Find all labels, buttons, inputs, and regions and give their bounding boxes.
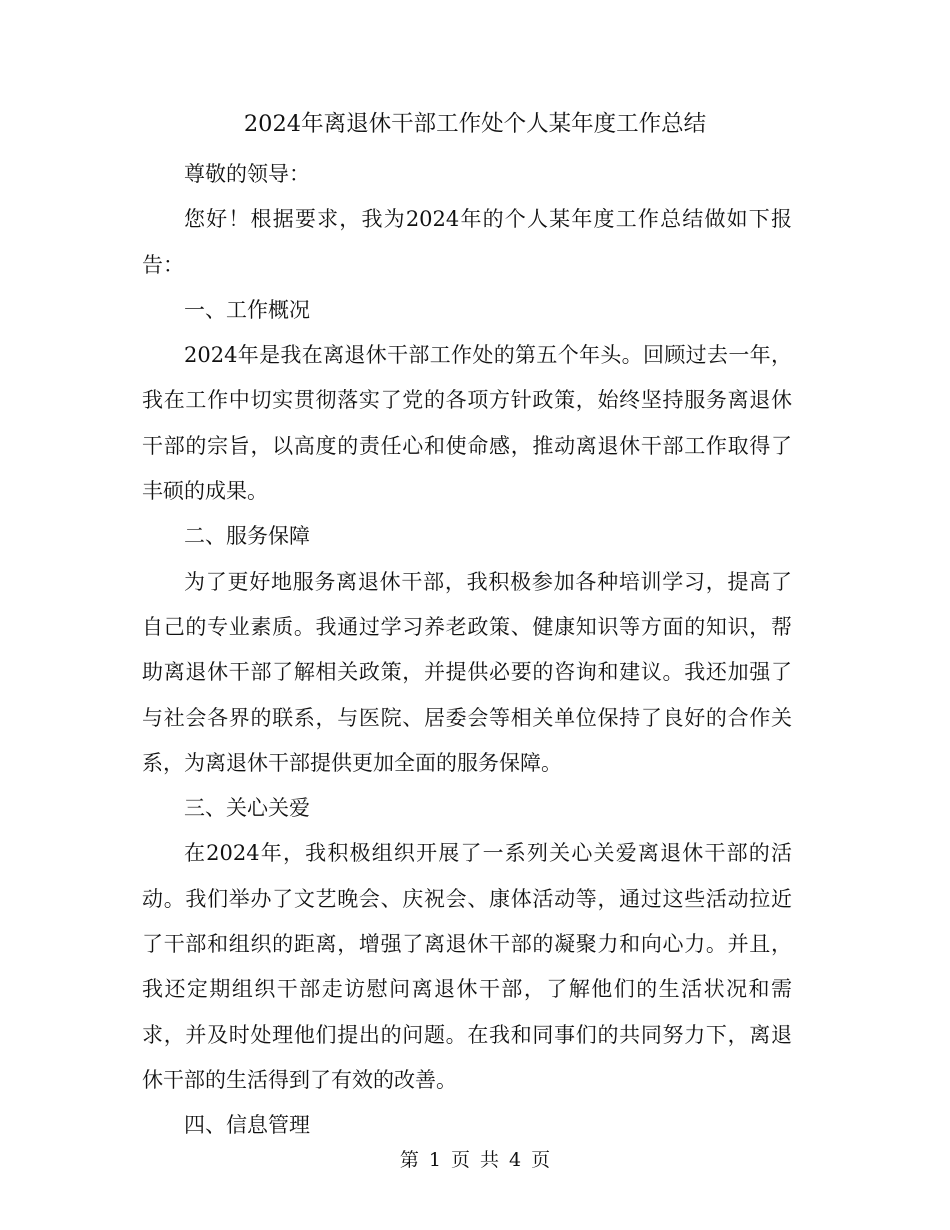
section-heading-care: 三、关心关爱 — [184, 796, 310, 821]
document-title: 2024年离退休干部工作处个人某年度工作总结 — [243, 111, 707, 137]
section-heading-overview: 一、工作概况 — [184, 297, 310, 322]
overview-paragraph: 2024年是我在离退休干部工作处的第五个年头。回顾过去一年，我在工作中切实贯彻落实了党的各项方针政策，始终坚持服务离退休干部的宗旨，以高度的责任心和使命感，推动离退休干部工作取得了丰硕的成果。 — [142, 343, 792, 504]
section-heading-info-management: 四、信息管理 — [184, 1113, 310, 1138]
care-paragraph: 在2024年，我积极组织开展了一系列关心关爱离退休干部的活动。我们举办了文艺晚会、庆祝会、康体活动等，通过这些活动拉近了干部和组织的距离，增强了离退休干部的凝聚力和向心力。并且，我还定期组织干部走访慰问离退休干部，了解他们的生活状况和需求，并及时处理他们提出的问题。在我和同事们的共同努力下，离退休干部的生活得到了有效的改善。 — [142, 841, 792, 1092]
section-heading-service: 二、服务保障 — [184, 524, 310, 549]
page-footer: 第 1 页 共 4 页 — [399, 1149, 551, 1171]
salutation: 尊敬的领导： — [184, 162, 310, 186]
intro-paragraph: 您好！根据要求，我为2024年的个人某年度工作总结做如下报告： — [142, 207, 792, 277]
service-paragraph: 为了更好地服务离退休干部，我积极参加各种培训学习，提高了自己的专业素质。我通过学习养老政策、健康知识等方面的知识，帮助离退休干部了解相关政策，并提供必要的咨询和建议。我还加强了与社会各界的联系，与医院、居委会等相关单位保持了良好的合作关系，为离退休干部提供更加全面的服务保障。 — [142, 569, 792, 775]
document-body — [142, 152, 792, 1149]
